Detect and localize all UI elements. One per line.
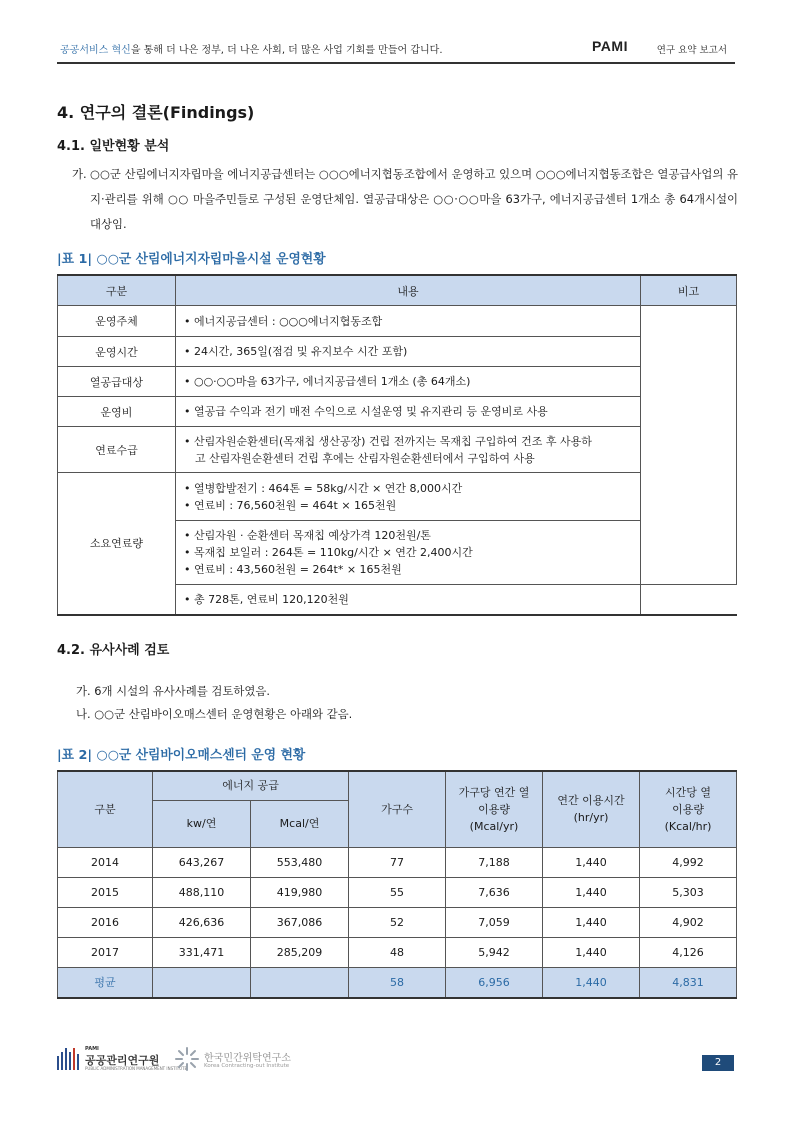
table1-caption: |표 1| ○○군 산림에너지자립마을시설 운영현황 [57,252,326,267]
section-title: 4. 연구의 결론(Findings) [57,103,255,122]
row-content: • ○○·○○마을 63가구, 에너지공급센터 1개소 (총 64개소) [176,367,641,397]
table-row [58,937,737,967]
table-cell: 5,303 [640,877,737,907]
table1-header-row [58,275,737,306]
table-cell: 2015 [58,877,153,907]
table-cell: 58 [349,967,446,998]
table-cell: 4,831 [640,967,737,998]
table-row [58,473,737,521]
table2-header-cell: 시간당 열 이용량 (Kcal/hr) [640,771,737,847]
table-cell: 419,980 [251,877,349,907]
row-content: • 열공급 수익과 전기 매전 수익으로 시설운영 및 유지관리 등 운영비로 사용 [176,397,641,427]
table-cell: 55 [349,877,446,907]
table-cell: 1,440 [543,937,640,967]
table-cell: 367,086 [251,907,349,937]
table2-header-cell: Mcal/연 [251,800,349,847]
table-row [58,306,737,337]
table-cell: 1,440 [543,967,640,998]
table-cell: 52 [349,907,446,937]
header-brand: PAMI [592,38,628,54]
table-cell: 1,440 [543,877,640,907]
table-cell: 4,126 [640,937,737,967]
table-cell: 331,471 [153,937,251,967]
kci-logo: 한국민간위탁연구소 Korea Contracting-out Institute [174,1046,324,1072]
similar-case-item-2: 나. ○○군 산림바이오매스센터 운영현황은 아래와 같음. [76,707,353,721]
pami-logo: PAMI 공공관리연구원 PUBLIC ADMINISTRATION MANAGEMENT INSTITUTE [57,1046,169,1072]
kci-star-icon [174,1046,200,1072]
subsection-title-4-1: 4.1. 일반현황 분석 [57,139,170,154]
table2-biomass-center-status [57,770,737,999]
table-cell: 48 [349,937,446,967]
table-cell: 4,902 [640,907,737,937]
row-content: • 열병합발전기 : 464톤 = 58kg/시간 × 연간 8,000시간 • 연료비 : 76,560천원 = 464t × 165천원 [176,473,641,521]
table2-caption: |표 2| ○○군 산림바이오매스센터 운영 현황 [57,748,306,763]
row-content: • 에너지공급센터 : ○○○에너지협동조합 [176,306,641,337]
table2-header-cell: 가구당 연간 열 이용량 (Mcal/yr) [446,771,543,847]
table-row [58,877,737,907]
paragraph-text: ○○군 산림에너지자립마을 에너지공급센터는 ○○○에너지협동조합에서 운영하고 있으며 ○○○에너지협동조합은 열공급사업의 유지·관리를 위해 ○○ 마을주민들로 구성된 운영단체임. 열공급대상은 ○○·○○마을 63가구, 에너지공급센터 1개소 총 64개시설이 대상임. [90,167,738,231]
table-row [58,907,737,937]
header-doc-kind: 연구 요약 보고서 [656,45,727,56]
table2-header-row [58,771,737,800]
table2-header-cell: 가구수 [349,771,446,847]
table-row-average [58,967,737,998]
table-cell: 5,942 [446,937,543,967]
table2-header-cell: 연간 이용시간 (hr/yr) [543,771,640,847]
table-row [58,337,737,367]
table-cell: 426,636 [153,907,251,937]
table-cell [251,967,349,998]
table-cell: 553,480 [251,847,349,877]
table2-header-cell: 에너지 공급 [153,771,349,800]
table-cell: 7,188 [446,847,543,877]
table-cell: 7,636 [446,877,543,907]
table-cell: 2017 [58,937,153,967]
table-row [58,847,737,877]
page-number: 2 [702,1055,734,1071]
table-row [58,427,737,473]
table2-header-cell: 구분 [58,771,153,847]
table-cell: 77 [349,847,446,877]
paragraph-label: 가. [72,167,87,181]
pami-bars-icon [57,1048,81,1070]
table1-village-facility-status [57,274,737,616]
row-content: • 산림자원 · 순환센터 목재칩 예상가격 120천원/톤 • 목재칩 보일러 : 264톤 = 110kg/시간 × 연간 2,400시간 • 연료비 : 43,560천원 = 264t* × 165천원 [176,521,641,585]
table-row [58,367,737,397]
table1-header-cell: 비고 [641,275,737,306]
table-cell: 6,956 [446,967,543,998]
table2-header-cell: kw/연 [153,800,251,847]
row-content: • 총 728톤, 연료비 120,120천원 [176,585,641,615]
page-header [57,38,735,64]
table-cell: 4,992 [640,847,737,877]
row-content: • 산림자원순환센터(목재칩 생산공장) 건립 전까지는 목재칩 구입하여 건조 후 사용하 고 산림자원순환센터 건립 후에는 산림자원순환센터에서 구입하여 사용 [176,427,641,473]
row-category: 소요연료량 [58,473,176,615]
subsection-title-4-2: 4.2. 유사사례 검토 [57,643,170,658]
table1-header-cell: 구분 [58,275,176,306]
table-cell: 7,059 [446,907,543,937]
row-category: 운영시간 [58,337,176,367]
row-category: 열공급대상 [58,367,176,397]
row-content: • 24시간, 365일(점검 및 유지보수 시간 포함) [176,337,641,367]
row-category: 운영비 [58,397,176,427]
table-row [58,397,737,427]
table-cell: 2016 [58,907,153,937]
row-category: 연료수급 [58,427,176,473]
similar-case-item-1: 가. 6개 시설의 유사사례를 검토하였음. [76,684,271,698]
table-cell: 488,110 [153,877,251,907]
table-cell: 1,440 [543,847,640,877]
row-note [641,306,737,585]
table-cell: 643,267 [153,847,251,877]
row-category: 운영주체 [58,306,176,337]
table-cell: 285,209 [251,937,349,967]
general-status-paragraph [72,162,738,237]
table-cell: 1,440 [543,907,640,937]
header-slogan: 공공서비스 혁신을 통해 더 나은 정부, 더 나은 사회, 더 많은 사업 기회를 만들어 갑니다. [60,45,443,56]
table1-header-cell: 내용 [176,275,641,306]
table-cell: 2014 [58,847,153,877]
table-cell: 평균 [58,967,153,998]
table-cell [153,967,251,998]
